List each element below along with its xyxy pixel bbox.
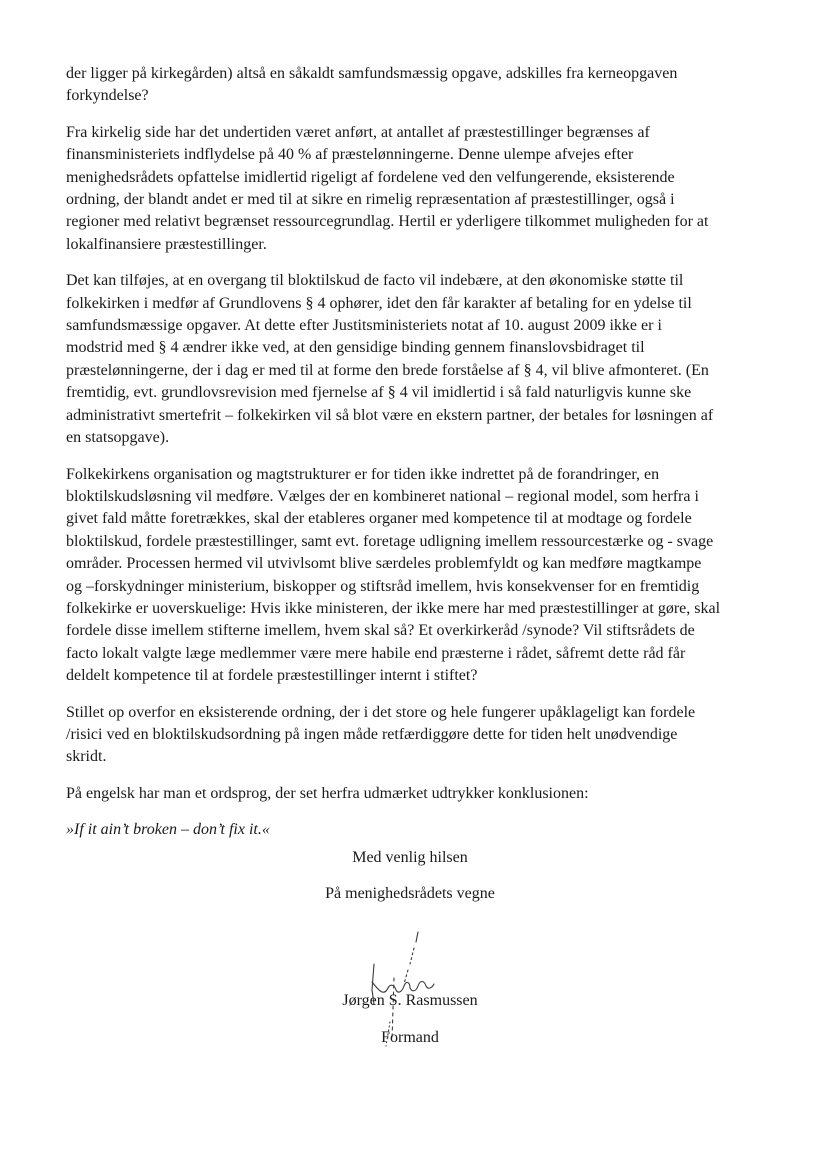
paragraph-2: Fra kirkelig side har det undertiden været anført, at antallet af præstestillinger begrænses af finansministeriets indflydelse på 40 % af præstelønningerne. Denne ulempe afvejes efter menighedsrådets opfattelse imidlertid rigeligt af fordelene ved den velfungerende, eksisterende ordning, der blandt andet er med til at sikre en rimelig repræsentation af præstestillinger, også i regioner med relativt begrænset ressourcegrundlag. Hertil er yderligere tilkommet muligheden for at lokalfinansiere præstestillinger. bbox=[66, 123, 709, 253]
letter-body bbox=[66, 63, 721, 856]
paragraph-6: På engelsk har man et ordsprog, der set herfra udmærket udtrykker konklusionen: bbox=[66, 784, 589, 802]
proverb-quote: »If it ain’t broken – don’t fix it.« bbox=[66, 821, 270, 839]
closing-salutation: Med venlig hilsen bbox=[352, 849, 468, 866]
paragraph-1: der ligger på kirkegården) altså en såkaldt samfundsmæssig opgave, adskilles fra kerneopgaven forkyndelse? bbox=[66, 65, 678, 105]
signer-title: Formand bbox=[381, 1029, 439, 1046]
signer-name: Jørgen S. Rasmussen bbox=[342, 992, 478, 1009]
paragraph-4: Folkekirkens organisation og magtstrukturer er for tiden ikke indrettet på de forandringer, en bloktilskudsløsning vil medføre. Vælges der en kombineret national – regional model, som herfra i givet fald måtte foretrækkes, skal der etableres organer med kompetence til at modtage og fordele bloktilskud, fordele præstestillinger, samt evt. foretage udligning imellem ressourcestærke og - svage områder. Processen hermed vil utvivlsomt blive særdeles problemfyldt og kan medføre magtkampe og –forskydninger ministerium, biskopper og stiftsråd imellem, hvis konsekvenser for en fremtidig folkekirke er uoverskuelige: Hvis ikke ministeren, der ikke mere har med præstestillinger at gøre, skal fordele disse imellem stifterne imellem, hvem skal så? Et overkirkeråd /synode? Vil stiftsrådets de facto lokalt valgte læge medlemmer være mere habile end præsterne i rådet, såfremt dette råd får deldelt kompetence til at fordele præstestillinger internt i stiftet? bbox=[66, 465, 721, 685]
paragraph-3: Det kan tilføjes, at en overgang til bloktilskud de facto vil indebære, at den økonomiske støtte til folkekirken i medfør af Grundlovens § 4 ophører, idet den får karakter af betaling for en ydelse til samfundsmæssige opgaver. At dette efter Justitsministeriets notat af 10. august 2009 ikke er i modstrid med § 4 ændrer ikke ved, at den gensidige binding gennem finanslovsbidraget til præstelønningerne, der i dag er med til at forme den brede forståelse af § 4, vil blive afmonteret. (En fremtidig, evt. grundlovsrevision med fjernelse af § 4 vil imidlertid i så fald naturligvis kunne ske administrativt smertefrit – folkekirken vil så blot være en ekstern partner, der betales for løsningen af en statsopgave). bbox=[66, 272, 714, 447]
closing-on-behalf: På menighedsrådets vegne bbox=[325, 885, 495, 902]
paragraph-5: Stillet op overfor en eksisterende ordning, der i det store og hele fungerer upåklageligt kan fordele /risici ved en bloktilskudsordning på ingen måde retfærdiggøre dette for tiden helt unødvendige skridt. bbox=[66, 703, 696, 766]
